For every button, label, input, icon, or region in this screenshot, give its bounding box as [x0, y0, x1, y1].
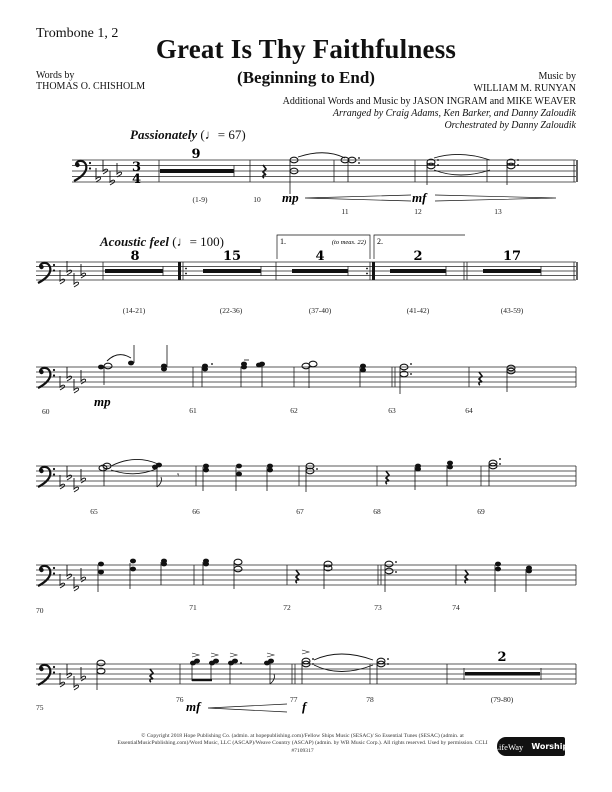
ending-1-label: 1.: [280, 237, 286, 246]
dynamic-mp: mp: [94, 394, 111, 409]
tempo-label: Passionately: [130, 127, 198, 142]
bass-clef-icon: [38, 566, 55, 586]
words-label: Words by: [36, 70, 75, 81]
measure-number: 62: [290, 406, 298, 415]
measure-number: 12: [414, 207, 422, 216]
measure-number: 69: [477, 507, 485, 516]
measure-range: (43-59): [500, 306, 524, 315]
logo-lifeway-text: LifeWay: [493, 741, 524, 752]
measure-number: 72: [283, 603, 291, 612]
multirest-count: 15: [222, 249, 242, 264]
measure-number: 76: [176, 695, 184, 704]
tempo-marking-1: Passionately (♩= 67): [130, 127, 246, 142]
measure-number: 65: [90, 507, 98, 516]
copyright-notice: © Copyright 2018 Hope Publishing Co. (admin. at hopepublishing.com)/Fellow Ships Music (SESAC)/ So Essential Tunes (SESAC) (admin. at EssentialMusicPublishing.com)/Word Music, LLC (ASCAP)/Weave Country (ASCAP) (admin. by WB Music Corp.). All rights reserved. Used by permission. CCLI #7109317: [117, 733, 488, 754]
quarter-note-icon: ♩: [204, 127, 218, 142]
measure-number: 74: [452, 603, 460, 612]
tempo-value: = 100: [189, 234, 220, 249]
measure-number: 71: [189, 603, 197, 612]
multirest-count: 2: [413, 249, 423, 264]
time-signature-bottom: 4: [132, 172, 142, 187]
additional-credits: Additional Words and Music by JASON INGRAM and MIKE WEAVER: [282, 96, 576, 107]
measure-range: (22-36): [219, 306, 243, 315]
measure-number: 63: [388, 406, 396, 415]
song-subtitle: (Beginning to End): [237, 68, 375, 87]
tempo-marking-2: Acoustic feel (♩= 100): [100, 234, 224, 249]
system-5: [36, 559, 576, 615]
system-3: [36, 345, 576, 416]
music-author: WILLIAM M. RUNYAN: [473, 83, 576, 94]
measure-number: 11: [341, 207, 349, 216]
measure-number: 70: [36, 606, 44, 615]
system-1: [72, 147, 577, 216]
dynamic-mf: mf: [412, 190, 427, 205]
dynamic-f: f: [302, 699, 307, 714]
time-signature-top: 3: [132, 160, 142, 175]
words-author: THOMAS O. CHISHOLM: [36, 81, 146, 92]
dynamic-mp: mp: [282, 190, 299, 205]
measure-range: (41-42): [406, 306, 430, 315]
measure-number: 67: [296, 507, 304, 516]
measure-range: (1-9): [192, 195, 208, 204]
dynamic-mf: mf: [186, 699, 201, 714]
quarter-note-icon: ♩: [176, 234, 190, 249]
tempo-value: = 67: [217, 127, 242, 142]
measure-number: 77: [290, 695, 298, 704]
bass-clef-icon: [38, 467, 55, 487]
measure-number: 75: [36, 703, 44, 712]
measure-number: 64: [465, 406, 473, 415]
ending-2-label: 2.: [377, 237, 383, 246]
measure-range: (37-40): [308, 306, 332, 315]
multirest-count: 8: [130, 249, 140, 264]
logo-worship-text: Worship: [531, 742, 569, 751]
system-2: [36, 235, 577, 315]
measure-range: (79-80): [490, 695, 514, 704]
arranger-credit: Arranged by Craig Adams, Ken Barker, and Danny Zaloudik: [332, 108, 576, 119]
lifeway-worship-logo: [493, 737, 569, 756]
multirest-count: 2: [497, 650, 507, 665]
song-title: Great Is Thy Faithfulness: [155, 34, 457, 64]
bass-clef-icon: [38, 368, 55, 388]
multirest-count: 17: [502, 249, 522, 264]
measure-number: 61: [189, 406, 197, 415]
part-name: Trombone 1, 2: [36, 26, 119, 41]
system-4: [36, 458, 576, 516]
multirest-count: 9: [191, 147, 201, 162]
measure-number: 68: [373, 507, 381, 516]
measure-number: 78: [366, 695, 374, 704]
ending-note: (to meas. 22): [331, 239, 366, 246]
multirest-count: 4: [315, 249, 325, 264]
bass-clef-icon: [38, 665, 55, 685]
measure-number: 13: [494, 207, 502, 216]
measure-range: (14-21): [122, 306, 146, 315]
system-6: [36, 650, 576, 714]
eighth-rest-icon: 𝄾: [177, 470, 180, 480]
measure-number: 10: [253, 195, 261, 204]
music-label: Music by: [538, 71, 576, 82]
tempo-label: Acoustic feel: [100, 234, 169, 249]
measure-number: 60: [42, 407, 50, 416]
measure-number: 66: [192, 507, 200, 516]
measure-number: 73: [374, 603, 382, 612]
orchestrator-credit: Orchestrated by Danny Zaloudik: [444, 120, 576, 131]
